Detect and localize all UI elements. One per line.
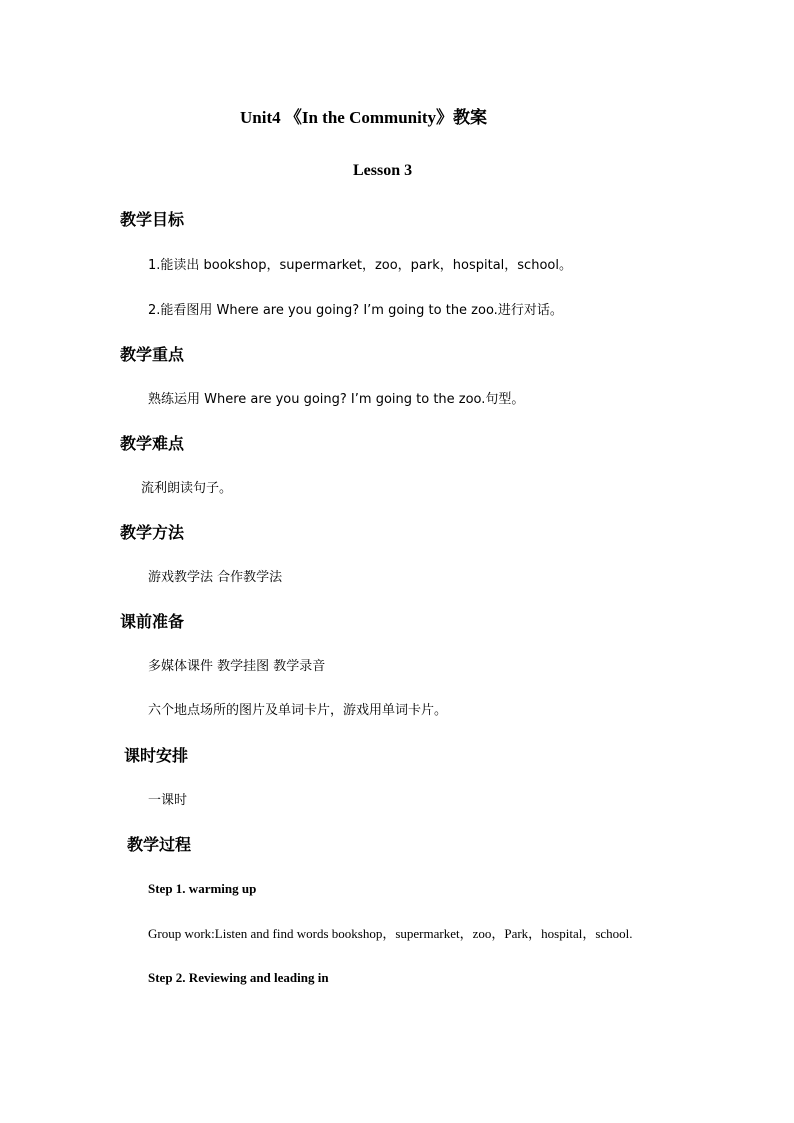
- lesson-subtitle: Lesson 3: [353, 162, 413, 179]
- document-title: Unit4 《In the Community》教案: [240, 108, 487, 127]
- preparation-item-1: 多媒体课件 教学挂图 教学录音: [148, 659, 326, 674]
- schedule-text: 一课时: [148, 793, 188, 808]
- section-heading-objectives: 教学目标: [120, 210, 185, 229]
- objective-item-1: 1.能读出 bookshop，supermarket，zoo，park，hospital，school。: [148, 258, 572, 273]
- section-heading-difficulties: 教学难点: [120, 434, 185, 453]
- objective-item-2: 2.能看图用 Where are you going? I’m going to the zoo.进行对话。: [148, 303, 563, 318]
- process-step-2: Step 2. Reviewing and leading in: [148, 970, 329, 985]
- section-heading-methods: 教学方法: [120, 523, 185, 542]
- key-point-text: 熟练运用 Where are you going? I’m going to the zoo.句型。: [148, 392, 525, 407]
- methods-text: 游戏教学法 合作教学法: [148, 570, 283, 585]
- process-step-1: Step 1. warming up: [148, 881, 257, 896]
- section-heading-key-points: 教学重点: [120, 345, 185, 364]
- section-heading-preparation: 课前准备: [120, 612, 185, 631]
- preparation-item-2: 六个地点场所的图片及单词卡片，游戏用单词卡片。: [148, 703, 448, 718]
- difficulty-text: 流利朗读句子。: [141, 481, 233, 496]
- process-group-work: Group work:Listen and find words bookshop，supermarket，zoo，Park，hospital，school.: [148, 926, 633, 941]
- section-heading-process: 教学过程: [127, 835, 192, 854]
- section-heading-schedule: 课时安排: [124, 746, 189, 765]
